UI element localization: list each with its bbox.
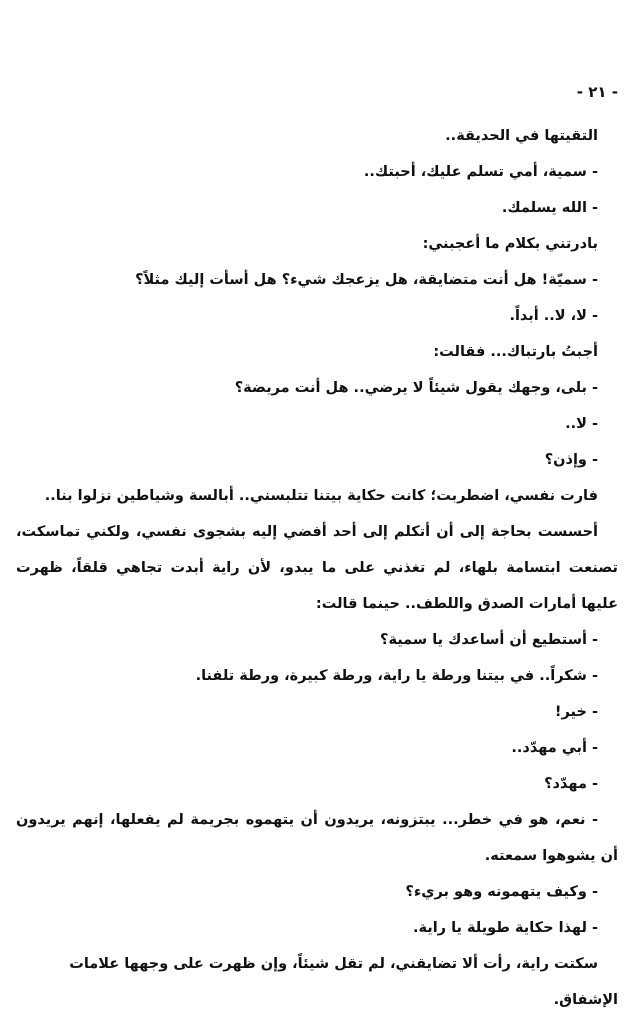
dialogue-line: - أبي مهدّد.. (511, 740, 598, 756)
dialogue-line: - مهدّد؟ (544, 776, 598, 792)
dialogue-line: - خير! (554, 704, 598, 720)
paragraph: سكتت راية، رأت ألا تضايقني، لم تقل شيئاً، وإن ظهرت على وجهها علامات الإشفاق. (69, 956, 618, 1008)
dialogue-line: - لا.. (565, 416, 598, 432)
paragraph: فارت نفسي، اضطربت؛ كانت حكاية بيتنا تتلبسني.. أبالسة وشياطين نزلوا بنا.. (44, 488, 598, 504)
dialogue-line: - سميّة! هل أنت متضايقة، هل يزعجك شيء؟ هل أسأت إليك مثلاً؟ (135, 272, 598, 288)
dialogue-line: - سمية، أمي تسلم عليك، أحبتك.. (363, 164, 598, 180)
dialogue-line: - أستطيع أن أساعدك يا سمية؟ (380, 632, 598, 648)
page-text (16, 118, 618, 1018)
paragraph: أحسست بحاجة إلى أن أتكلم إلى أحد أفضي إليه بشجوى نفسي، ولكني تماسكت، تصنعت ابتسامة بلهاء، لم تغذني على ما يبدو، لأن راية أبدت تجاهي قلقاً، ظهرت عليها أمارات الصدق واللطف.. حينما قالت: (16, 524, 618, 612)
paragraph: التقيتها في الحديقة.. (445, 128, 598, 144)
paragraph: بادرتني بكلام ما أعجبني: (422, 236, 598, 252)
dialogue-line: - لا، لا.. أبداً. (509, 308, 598, 324)
dialogue-line: - وكيف يتهمونه وهو بريء؟ (405, 884, 598, 900)
dialogue-line: - شكراً.. في بيتنا ورطة يا راية، ورطة كبيرة، ورطة تلفنا. (195, 668, 598, 684)
page-number: - ٢١ - (576, 83, 618, 101)
dialogue-line: - لهذا حكاية طويلة يا راية. (412, 920, 598, 936)
paragraph: أجبتُ بارتباك... فقالت: (433, 344, 598, 360)
dialogue-line: - الله يسلمك. (501, 200, 598, 216)
dialogue-line: - بلى، وجهك يقول شيئاً لا يرضي.. هل أنت مريضة؟ (234, 380, 598, 396)
dialogue-line: - نعم، هو في خطر... يبتزونه، يريدون أن يتهموه بجريمة لم يفعلها، إنهم يريدون أن يشوهوا سمعته. (16, 812, 618, 864)
dialogue-line: - وإذن؟ (544, 452, 598, 468)
